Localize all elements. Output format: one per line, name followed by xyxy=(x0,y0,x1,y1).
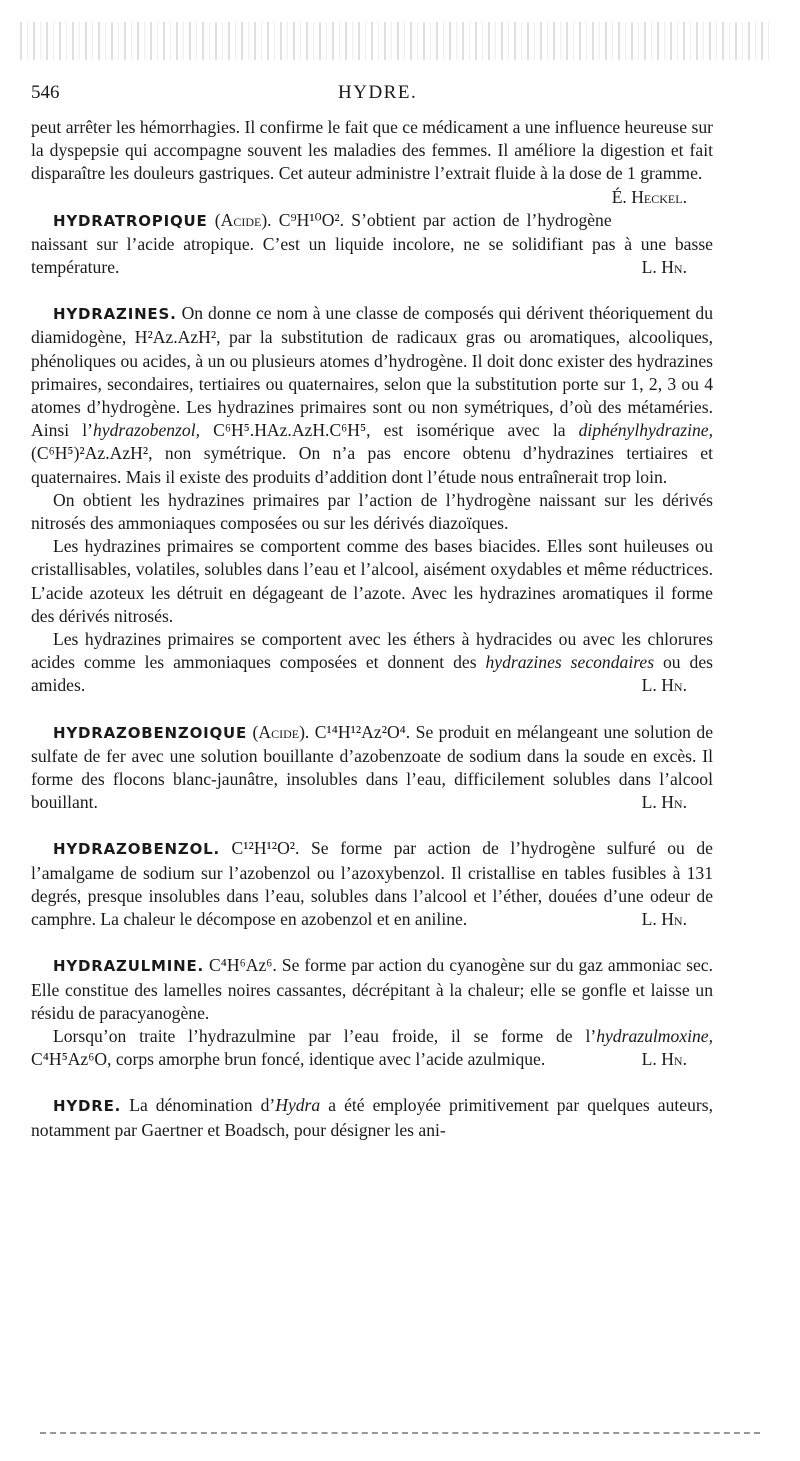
entry-body: Se forme par action du cyanogène sur du gaz ammoniac sec. Elle constitue des lamelles noires cassantes, décrépitant à la chaleur; elle se gonfle et laisse un résidu de paracyanogène. xyxy=(31,955,714,1023)
signature: L. Hn. xyxy=(641,257,687,278)
entry-body: On donne ce nom à une classe de composés qui dérivent théoriquement du diamidogène, H²Az.AzH², par la substitution de radicaux gras ou aromatiques, alcooliques, phénoliques ou acides, à un ou plusieurs atomes d’hydrogène. Il doit donc exister des hydrazines primaires, secondaires, tertiaires ou quaternaires, selon que la substitution porte sur 1, 2, 3 ou 4 atomes d’hydrogène. Les hydrazines primaires sont ou non symétriques, d’où des métaméries. Ainsi l’ xyxy=(31,303,713,441)
entry-qualifier: (Acide). xyxy=(252,721,310,742)
entry-body: Se forme par action de l’hydrogène sulfuré ou de l’amalgame de sodium sur l’azobenzol ou l’azoxybenzol. Il cristallise en tables fusibles à 131 degrés, presque insolubles dans l’eau, solubles dans l’alcool et l’éther, douées d’une odeur de camphre. La chaleur le décompose en azobenzol et en aniline. xyxy=(31,838,713,930)
entry-hydratropique xyxy=(31,209,713,280)
entry-emphasis: hydrazines secondaires xyxy=(485,652,655,673)
signature: É. Heckel. xyxy=(611,186,687,207)
entry-formula: C⁴H⁶Az⁶. xyxy=(209,955,277,976)
entry-emphasis: hydrazulmoxine, xyxy=(596,1025,713,1046)
entry-hydre xyxy=(31,1094,713,1141)
page-body xyxy=(31,116,713,1142)
entry-emphasis: diphénylhydrazine, xyxy=(578,420,713,441)
entry-body: Les hydrazines primaires se comportent avec les éthers à hydracides ou avec les chlorures acides comme les ammoniaques composées et donnent des xyxy=(31,629,713,673)
page-number: 546 xyxy=(31,82,60,103)
entry-hydrazobenzol xyxy=(31,837,713,931)
entry-paragraph: Les hydrazines primaires se comportent comme des bases biacides. Elles sont huileuses ou cristallisables, volatiles, solubles dans l’eau et l’alcool, aisément oxydables et même réductrices. L’acide azoteux les détruit en dégageant de l’azote. Avec les hydrazines aromatiques il forme des dérivés nitrosés. xyxy=(31,536,713,626)
signature: L. Hn. xyxy=(641,909,687,930)
entry-term: HYDRAZULMINE. xyxy=(53,957,205,976)
intro-line-1: peut arrêter les hémorrhagies. Il confirme le fait que ce médicament a une xyxy=(31,117,551,137)
entry-term: HYDRAZOBENZOL. xyxy=(53,840,220,859)
entry-term: HYDRAZOBENZOIQUE xyxy=(53,723,248,742)
entry-formula: C¹²H¹²O². xyxy=(231,838,300,859)
entry-formula: C¹⁴H¹²Az²O⁴. xyxy=(314,721,411,742)
entry-body: S’obtient par action de l’hydrogène naissant sur l’acide atropique. C’est un liquide incolore, ne se solidifiant pas à une basse température. xyxy=(31,209,713,278)
entry-body: C⁴H⁵Az⁶O, corps amorphe brun foncé, identique avec l’acide azulmique. xyxy=(31,1049,546,1070)
signature: L. Hn. xyxy=(641,675,687,696)
entry-body: Lorsqu’on traite l’hydrazulmine par l’eau froide, il se forme de l’ xyxy=(53,1025,597,1046)
signature: L. Hn. xyxy=(641,792,687,813)
intro-line-4: auteur administre l’extrait fluide à la dose de 1 gramme. xyxy=(307,163,703,184)
entry-body: C⁶H⁵.HAz.AzH.C⁶H⁵, est isomérique avec la xyxy=(213,420,566,441)
running-head: HYDRE. xyxy=(338,82,418,103)
entry-term: HYDRATROPIQUE xyxy=(53,211,208,230)
scan-noise-top xyxy=(20,22,770,60)
entry-paragraph: On obtient les hydrazines primaires par l’action de l’hydrogène naissant sur les dérivés nitrosés des ammoniaques composées ou sur les dérivés diazoïques. xyxy=(31,489,713,534)
entry-hydrazulmine xyxy=(31,954,713,1071)
intro-line-3: femmes. Il améliore la digestion et fait disparaître les douleurs gastriques. Cet xyxy=(31,140,713,184)
entry-body: a été employée primitivement par quelques auteurs, notamment par Gaertner et Boadsch, pour désigner les ani- xyxy=(31,1095,713,1140)
entry-term: HYDRAZINES. xyxy=(53,305,177,324)
entry-body: ou des amides. xyxy=(31,652,713,696)
entry-emphasis: Hydra xyxy=(275,1095,321,1116)
intro-line-2: influence heureuse sur la dyspepsie qui accompagne souvent les maladies des xyxy=(31,117,713,161)
entry-qualifier: (Acide). xyxy=(214,209,272,230)
entry-hydrazines xyxy=(31,302,713,697)
entry-body: Se produit en mélangeant une solution de sulfate de fer avec une solution bouillante d’azobenzoate de sodium dans la soude en excès. Il forme des flocons blanc-jaunâtre, insolubles dans l’eau, difficilement solubles dans l’alcool bouillant. xyxy=(31,721,714,813)
page-header xyxy=(31,82,711,112)
entry-hydrazobenzoique xyxy=(31,721,713,815)
entry-term: HYDRE. xyxy=(53,1097,122,1116)
signature: L. Hn. xyxy=(641,1049,687,1070)
entry-body: La dénomination d’ xyxy=(129,1095,276,1116)
entry-emphasis: hydrazobenzol, xyxy=(92,420,200,441)
intro-continuation xyxy=(31,116,713,207)
entry-body: (C⁶H⁵)²Az.AzH², non symétrique. On n’a pas encore obtenu d’hydrazines tertiaires et quaternaires. Mais il existe des produits d’addition dont l’étude nous entraînerait trop loin. xyxy=(31,443,713,487)
scan-noise-bottom xyxy=(40,1432,760,1434)
entry-formula: C⁹H¹⁰O². xyxy=(278,209,345,230)
